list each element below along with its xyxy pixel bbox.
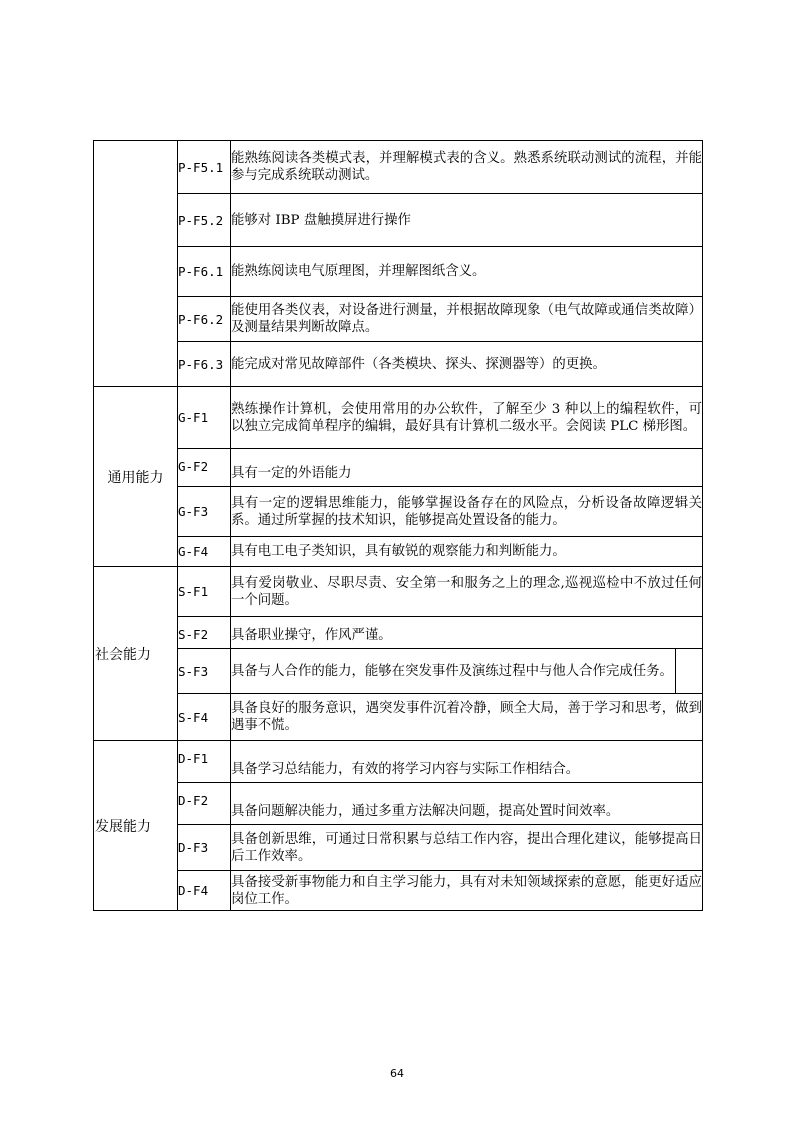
row-description: 具备学习总结能力，有效的将学习内容与实际工作相结合。 [231, 741, 703, 783]
row-code: D-F3 [178, 825, 231, 871]
row-description: 具有一定的外语能力 [231, 449, 703, 487]
row-code: D-F4 [178, 871, 231, 911]
row-code: S-F3 [178, 649, 231, 694]
row-code: S-F4 [178, 694, 231, 741]
table-row [94, 783, 703, 825]
row-code: D-F2 [178, 783, 231, 825]
row-description: 熟练操作计算机，会使用常用的办公软件，了解至少 3 种以上的编程软件，可以独立完成简单程序的编辑，最好具有计算机二级水平。会阅读 PLC 梯形图。 [231, 387, 703, 449]
row-description: 具备职业操守，作风严谨。 [231, 617, 703, 649]
row-description: 具有一定的逻辑思维能力，能够掌握设备存在的风险点，分析设备故障逻辑关系。通过所掌握的技术知识，能够提高处置设备的能力。 [231, 487, 703, 537]
row-code: G-F3 [178, 487, 231, 537]
row-description: 能熟练阅读电气原理图，并理解图纸含义。 [231, 247, 703, 297]
table-row [94, 741, 703, 783]
table-row [94, 342, 703, 387]
row-code: S-F1 [178, 567, 231, 617]
row-code: S-F2 [178, 617, 231, 649]
row-description: 具备与人合作的能力，能够在突发事件及演练过程中与他人合作完成任务。 [231, 649, 703, 694]
row-description: 能够对 IBP 盘触摸屏进行操作 [231, 194, 703, 247]
table-row [94, 567, 703, 617]
row-code: P-F5.2 [178, 194, 231, 247]
row-description: 能使用各类仪表，对设备进行测量，并根据故障现象（电气故障或通信类故障）及测量结果判断故障点。 [231, 297, 703, 342]
row-code: D-F1 [178, 741, 231, 783]
table-row [94, 694, 703, 741]
table-row [94, 649, 703, 694]
table-row [94, 247, 703, 297]
row-code: P-F5.1 [178, 141, 231, 194]
row-description: 具备问题解决能力，通过多重方法解决问题，提高处置时间效率。 [231, 783, 703, 825]
row-description: 能熟练阅读各类模式表，并理解模式表的含义。熟悉系统联动测试的流程，并能参与完成系统联动测试。 [231, 141, 703, 194]
table-row [94, 487, 703, 537]
table-row [94, 297, 703, 342]
row-description: 具备接受新事物能力和自主学习能力，具有对未知领域探索的意愿，能更好适应岗位工作。 [231, 871, 703, 911]
row-code: P-F6.3 [178, 342, 231, 387]
table-row [94, 449, 703, 487]
row-description: 具备创新思维，可通过日常积累与总结工作内容，提出合理化建议，能够提高日后工作效率。 [231, 825, 703, 871]
table-row [94, 537, 703, 567]
category-label: 社会能力 [94, 567, 178, 741]
row-code: G-F1 [178, 387, 231, 449]
row-description: 具有电工电子类知识，具有敏锐的观察能力和判断能力。 [231, 537, 703, 567]
table-row [94, 617, 703, 649]
row-code: G-F4 [178, 537, 231, 567]
row-description: 具有爱岗敬业、尽职尽责、安全第一和服务之上的理念,巡视巡检中不放过任何一个问题。 [231, 567, 703, 617]
row-code: P-F6.2 [178, 297, 231, 342]
row-code: G-F2 [178, 449, 231, 487]
row-description: 具备良好的服务意识，遇突发事件沉着冷静，顾全大局，善于学习和思考，做到遇事不慌。 [231, 694, 703, 741]
table-row [94, 141, 703, 194]
category-cell-empty [94, 141, 178, 387]
table-row [94, 194, 703, 247]
table-row [94, 825, 703, 871]
category-label: 发展能力 [94, 741, 178, 911]
competency-table [93, 140, 703, 911]
row-code: P-F6.1 [178, 247, 231, 297]
row-description: 能完成对常见故障部件（各类模块、探头、探测器等）的更换。 [231, 342, 703, 387]
table-row [94, 387, 703, 449]
page-number: 64 [390, 1067, 404, 1080]
table-row [94, 871, 703, 911]
category-label: 通用能力 [94, 387, 178, 567]
